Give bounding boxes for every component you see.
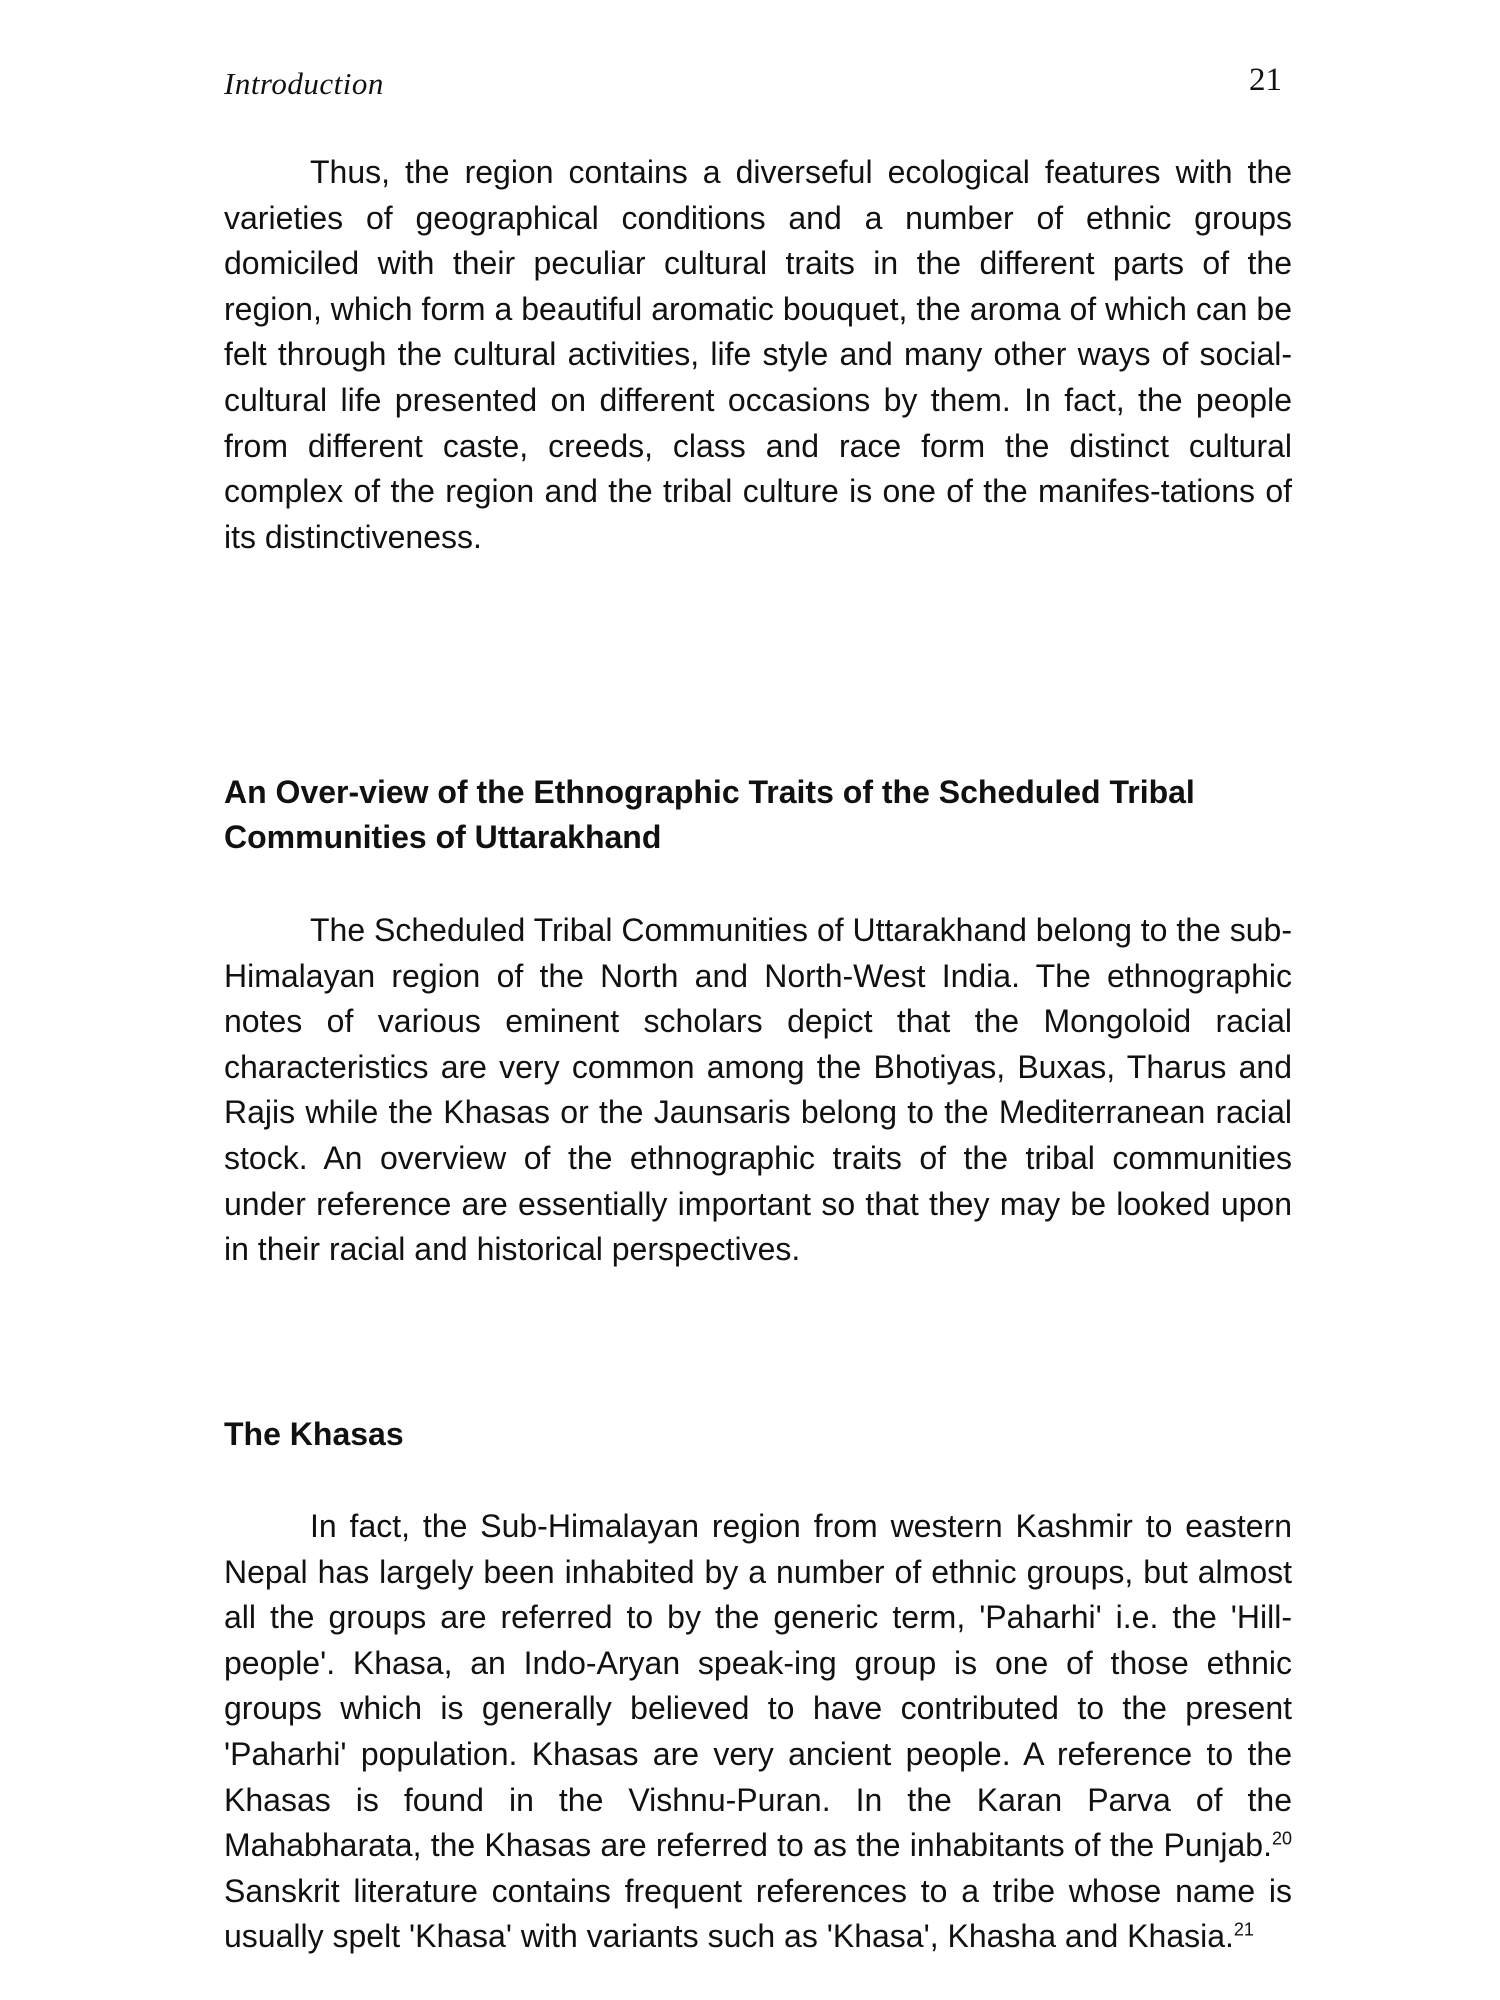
footnote-reference-21: 21 <box>1233 1919 1254 1940</box>
book-page <box>224 60 1292 1960</box>
page-number: 21 <box>1249 62 1282 98</box>
footnote-reference-20: 20 <box>1271 1828 1292 1849</box>
running-title: Introduction <box>224 66 384 101</box>
paragraph-3-text-part-1: In fact, the Sub-Himalayan region from western Kashmir to eastern Nepal has largely been inhabited by a number of ethnic groups, but almost all the groups are referred to by the generic term, 'Paharhi' i.e. the 'Hill-people'. Khasa, an Indo-Aryan speak-ing group is one of those ethnic groups which is generally believed to have contributed to the present 'Paharhi' population. Khasas are very ancient people. A reference to the Khasas is found in the Vishnu-Puran. In the Karan Parva of the Mahabharata, the Khasas are referred to as the inhabitants of the Punjab. <box>224 1508 1292 1864</box>
body-paragraph-1: Thus, the region contains a diverseful ecological features with the varieties of geographical conditions and a number of ethnic groups domiciled with their peculiar cultural traits in the different parts of the region, which form a beautiful aromatic bouquet, the aroma of which can be felt through the cultural activities, life style and many other ways of social-cultural life presented on different occasions by them. In fact, the people from different caste, creeds, class and race form the distinct cultural complex of the region and the tribal culture is one of the manifes-tations of its distinctiveness. <box>224 154 1292 555</box>
section-heading-khasas: The Khasas <box>224 1416 404 1452</box>
section-heading-ethnographic-traits: An Over-view of the Ethnographic Traits of the Scheduled Tribal Communities of Uttarakhand <box>224 774 1195 855</box>
body-paragraph-2: The Scheduled Tribal Communities of Uttarakhand belong to the sub-Himalayan region of the North and North-West India. The ethnographic notes of various eminent scholars depict that the Mongoloid racial characteristics are very common among the Bhotiyas, Buxas, Tharus and Rajis while the Khasas or the Jaunsaris belong to the Mediterranean racial stock. An overview of the ethnographic traits of the tribal communities under reference are essentially important so that they may be looked upon in their racial and historical perspectives. <box>224 912 1292 1268</box>
paragraph-3-text-part-2: Sanskrit literature contains frequent references to a tribe whose name is usually spelt 'Khasa' with variants such as 'Khasa', Khasha and Khasia. <box>224 1872 1292 1955</box>
body-paragraph-3 <box>224 1504 1292 1960</box>
running-header <box>224 60 1292 110</box>
